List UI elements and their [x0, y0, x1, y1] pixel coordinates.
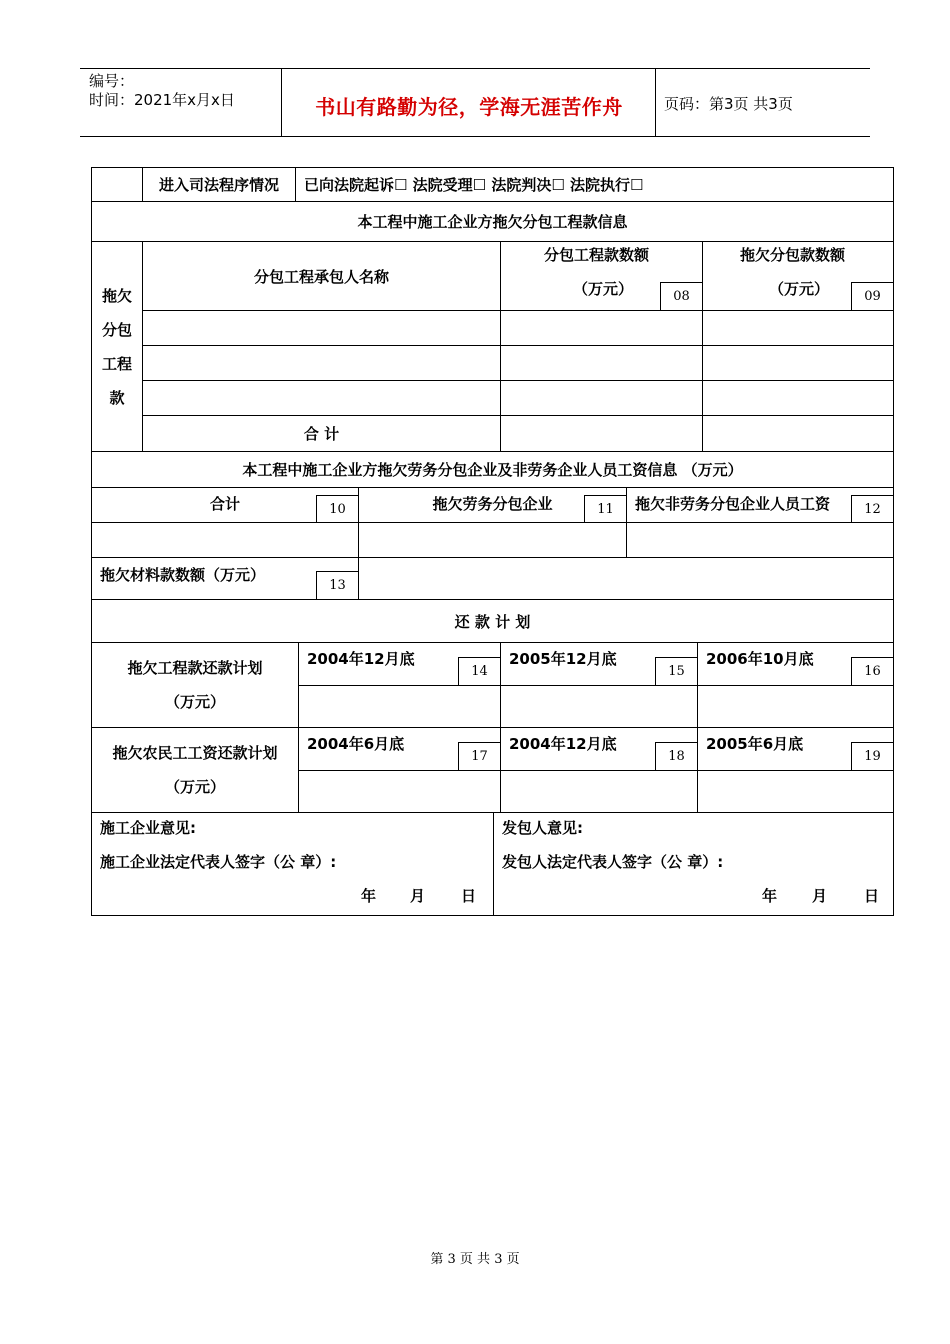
header-top-rule — [80, 68, 870, 69]
project-plan-amount-input[interactable] — [500, 685, 698, 728]
project-plan-date: 2004年12月底 — [298, 642, 501, 686]
field-code-12: 12 — [851, 495, 894, 523]
client-opinion-title: 发包人意见: — [502, 819, 583, 837]
subcontract-amount-input[interactable] — [500, 380, 703, 416]
subcontract-section-title: 本工程中施工企业方拖欠分包工程款信息 — [91, 201, 894, 242]
subcontract-amount-input[interactable] — [500, 345, 703, 381]
project-plan-label — [91, 642, 299, 728]
field-code-09: 09 — [851, 282, 894, 311]
subcontractor-name-input[interactable] — [142, 310, 501, 346]
project-plan-date: 2006年10月底 — [697, 642, 894, 686]
motto: 书山有路勤为径，学海无涯苦作舟 — [315, 95, 623, 119]
plan-section-title: 还 款 计 划 — [91, 599, 894, 643]
side-label-line: 拖欠 — [101, 286, 132, 305]
project-plan-unit: （万元） — [164, 693, 225, 711]
client-signature-label: 发包人法定代表人签字（公 章）: — [502, 853, 724, 871]
header-bottom-rule — [80, 136, 870, 137]
wage-plan-amount-input[interactable] — [500, 770, 698, 813]
project-plan-date: 2005年12月底 — [500, 642, 698, 686]
wages-section-title: 本工程中施工企业方拖欠劳务分包企业及非劳务企业人员工资信息 （万元） — [91, 451, 894, 488]
wage-plan-unit: （万元） — [164, 778, 225, 796]
page-footer: 第 3 页 共 3 页 — [430, 1252, 520, 1267]
subcontract-side-label — [91, 241, 143, 452]
field-code-10: 10 — [316, 495, 359, 523]
client-date-month: 月 — [812, 887, 828, 905]
wage-plan-amount-input[interactable] — [697, 770, 894, 813]
col-subcontractor-name: 分包工程承包人名称 — [142, 241, 501, 311]
owed-amount-input[interactable] — [702, 310, 894, 346]
wage-plan-date: 2005年6月底 — [697, 727, 894, 771]
field-code-14: 14 — [458, 657, 501, 686]
page-info: 页码：第3页 共3页 — [664, 95, 793, 113]
side-label-line: 工程 — [101, 354, 132, 373]
wages-nonlabor-input[interactable] — [626, 522, 894, 558]
contractor-date-year: 年 — [361, 887, 377, 905]
contractor-signature-label: 施工企业法定代表人签字（公 章）: — [100, 853, 337, 871]
field-code-19: 19 — [851, 742, 894, 771]
field-code-11: 11 — [584, 495, 627, 523]
col-wages-nonlabor: 拖欠非劳务分包企业人员工资 — [626, 487, 894, 523]
wages-labor-input[interactable] — [358, 522, 627, 558]
contractor-date-day: 日 — [461, 887, 477, 905]
owed-amount-input[interactable] — [702, 345, 894, 381]
wage-plan-date: 2004年12月底 — [500, 727, 698, 771]
materials-label: 拖欠材料款数额（万元） — [91, 557, 359, 600]
project-plan-title: 拖欠工程款还款计划 — [127, 659, 263, 677]
subcontract-amount-total-input[interactable] — [500, 415, 703, 452]
judicial-options[interactable]: 已向法院起诉☐ 法院受理☐ 法院判决☐ 法院执行☐ — [295, 167, 894, 202]
contractor-opinion-box[interactable] — [91, 812, 494, 916]
owed-amount-total-input[interactable] — [702, 415, 894, 452]
col-subcontract-amount-unit: （万元） — [573, 280, 634, 298]
field-code-18: 18 — [655, 742, 698, 771]
blank-cell — [91, 167, 143, 202]
subcontract-amount-input[interactable] — [500, 310, 703, 346]
wage-plan-title: 拖欠农民工工资还款计划 — [112, 744, 278, 762]
side-label-line: 款 — [109, 388, 125, 407]
wage-plan-amount-input[interactable] — [298, 770, 501, 813]
field-code-17: 17 — [458, 742, 501, 771]
date-label: 时间：2021年x月x日 — [89, 91, 235, 109]
project-plan-amount-input[interactable] — [697, 685, 894, 728]
materials-amount-input[interactable] — [358, 557, 894, 600]
wages-total-input[interactable] — [91, 522, 359, 558]
col-subcontract-amount-title: 分包工程款数额 — [544, 246, 650, 264]
side-label-line: 分包 — [101, 320, 132, 339]
field-code-15: 15 — [655, 657, 698, 686]
client-opinion-box[interactable] — [493, 812, 894, 916]
col-wages-total: 合计 — [91, 487, 359, 523]
field-code-16: 16 — [851, 657, 894, 686]
field-code-08: 08 — [660, 282, 703, 311]
field-code-13: 13 — [316, 571, 359, 600]
subcontractor-name-input[interactable] — [142, 380, 501, 416]
col-owed-amount-title: 拖欠分包款数额 — [740, 246, 846, 264]
client-date-year: 年 — [762, 887, 778, 905]
owed-amount-input[interactable] — [702, 380, 894, 416]
wage-plan-date: 2004年6月底 — [298, 727, 501, 771]
subcontractor-name-input[interactable] — [142, 345, 501, 381]
project-plan-amount-input[interactable] — [298, 685, 501, 728]
subcontract-total-label: 合 计 — [142, 415, 501, 452]
col-wages-labor: 拖欠劳务分包企业 — [358, 487, 627, 523]
judicial-label: 进入司法程序情况 — [142, 167, 296, 202]
client-date-day: 日 — [864, 887, 880, 905]
col-owed-amount-unit: （万元） — [769, 280, 830, 298]
contractor-date-month: 月 — [410, 887, 426, 905]
serial-number-label: 编号： — [89, 72, 135, 90]
contractor-opinion-title: 施工企业意见: — [100, 819, 196, 837]
wage-plan-label — [91, 727, 299, 813]
